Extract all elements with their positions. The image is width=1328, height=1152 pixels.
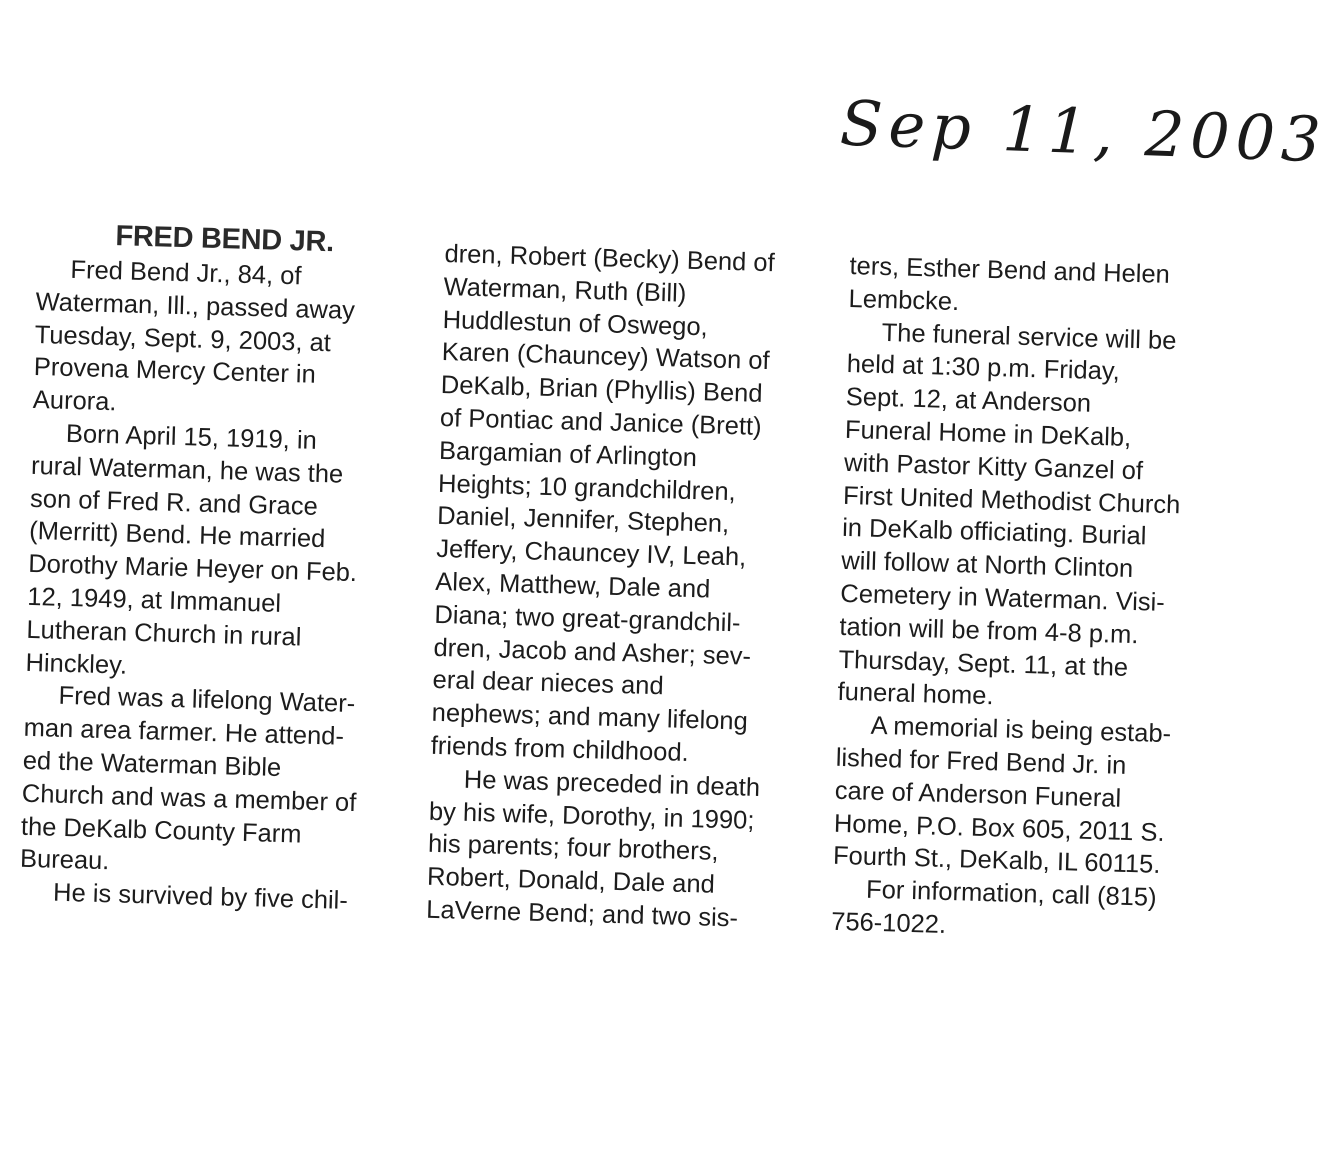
text-line: Daniel, Jennifer, Stephen, <box>436 502 730 539</box>
text-line: his parents; four brothers, <box>427 830 719 867</box>
obituary-headline: FRED BEND JR. <box>115 220 335 259</box>
article-column-3 <box>831 250 1225 949</box>
text-line: will follow at North Clinton <box>840 547 1134 584</box>
text-line: Hinckley. <box>25 648 128 680</box>
text-line: tation will be from 4-8 p.m. <box>839 612 1139 649</box>
text-line: Provena Mercy Center in <box>33 353 317 390</box>
text-line: lished for Fred Bend Jr. in <box>835 743 1127 780</box>
article-column-2 <box>426 238 825 937</box>
text-line: Fred was a lifelong Water- <box>58 682 356 719</box>
text-line: with Pastor Kitty Ganzel of <box>843 448 1144 486</box>
text-line: rural Waterman, he was the <box>30 451 344 489</box>
text-line: The funeral service will be <box>881 318 1177 355</box>
text-line: Robert, Donald, Dale and <box>426 862 716 899</box>
text-line: Lutheran Church in rural <box>26 615 302 652</box>
text-line: 12, 1949, at Immanuel <box>26 582 282 618</box>
text-line: Bargamian of Arlington <box>438 436 698 472</box>
text-line: Thursday, Sept. 11, at the <box>838 645 1129 682</box>
text-line: funeral home. <box>837 678 994 711</box>
text-line: (Merritt) Bend. He married <box>28 517 326 554</box>
text-line: friends from childhood. <box>430 731 690 767</box>
text-line: Waterman, Ill., passed away <box>35 287 356 325</box>
text-line: ters, Esther Bend and Helen <box>849 251 1171 289</box>
text-line: Funeral Home in DeKalb, <box>844 415 1132 452</box>
text-line: Tuesday, Sept. 9, 2003, at <box>34 320 332 357</box>
text-line: Jeffery, Chauncey IV, Leah, <box>435 535 747 572</box>
text-line: Fourth St., DeKalb, IL 60115. <box>832 842 1161 880</box>
text-line: Alex, Matthew, Dale and <box>435 567 711 604</box>
text-line: Karen (Chauncey) Watson of <box>441 338 770 376</box>
handwritten-date: Sep 11, 2003 <box>838 86 1328 177</box>
text-line: ed the Waterman Bible <box>22 746 282 782</box>
text-line: Born April 15, 1919, in <box>65 419 318 455</box>
text-line: of Pontiac and Janice (Brett) <box>439 403 763 441</box>
text-line: dren, Jacob and Asher; sev- <box>433 633 752 671</box>
text-line: man area farmer. He attend- <box>23 713 345 751</box>
text-line: Lembcke. <box>848 284 960 316</box>
text-line: Dorothy Marie Heyer on Feb. <box>27 550 358 588</box>
text-line: Fred Bend Jr., 84, of <box>70 255 302 291</box>
text-line: 756-1022. <box>830 907 947 939</box>
text-line: He was preceded in death <box>463 765 761 802</box>
text-line: by his wife, Dorothy, in 1990; <box>428 797 755 835</box>
text-line: Sept. 12, at Anderson <box>845 383 1092 418</box>
text-line: Waterman, Ruth (Bill) <box>443 272 687 308</box>
article-column-1 <box>19 217 410 919</box>
text-line: First United Methodist Church <box>842 481 1181 519</box>
text-line: Diana; two great-grandchil- <box>434 600 741 638</box>
text-line: dren, Robert (Becky) Bend of <box>444 239 776 278</box>
text-line: Cemetery in Waterman. Visi- <box>840 579 1166 617</box>
text-line: LaVerne Bend; and two sis- <box>425 895 739 933</box>
text-line: Huddlestun of Oswego, <box>442 305 709 341</box>
text-line: held at 1:30 p.m. Friday, <box>846 350 1121 386</box>
text-line: For information, call (815) <box>865 875 1157 912</box>
text-line: Heights; 10 grandchildren, <box>437 469 737 506</box>
text-line: the DeKalb County Farm <box>20 812 302 849</box>
text-line: Home, P.O. Box 605, 2011 S. <box>833 809 1166 847</box>
text-line: son of Fred R. and Grace <box>29 484 319 521</box>
text-line: in DeKalb officiating. Burial <box>841 514 1147 551</box>
text-line: Bureau. <box>19 845 110 876</box>
text-line: DeKalb, Brian (Phyllis) Bend <box>440 371 763 409</box>
text-line: eral dear nieces and <box>432 666 665 701</box>
text-line: Aurora. <box>32 386 117 417</box>
text-line: nephews; and many lifelong <box>431 698 749 736</box>
text-line: A memorial is being estab- <box>870 711 1172 749</box>
text-line: care of Anderson Funeral <box>834 776 1122 813</box>
text-line: Church and was a member of <box>21 779 357 817</box>
text-line: He is survived by five chil- <box>52 878 349 916</box>
